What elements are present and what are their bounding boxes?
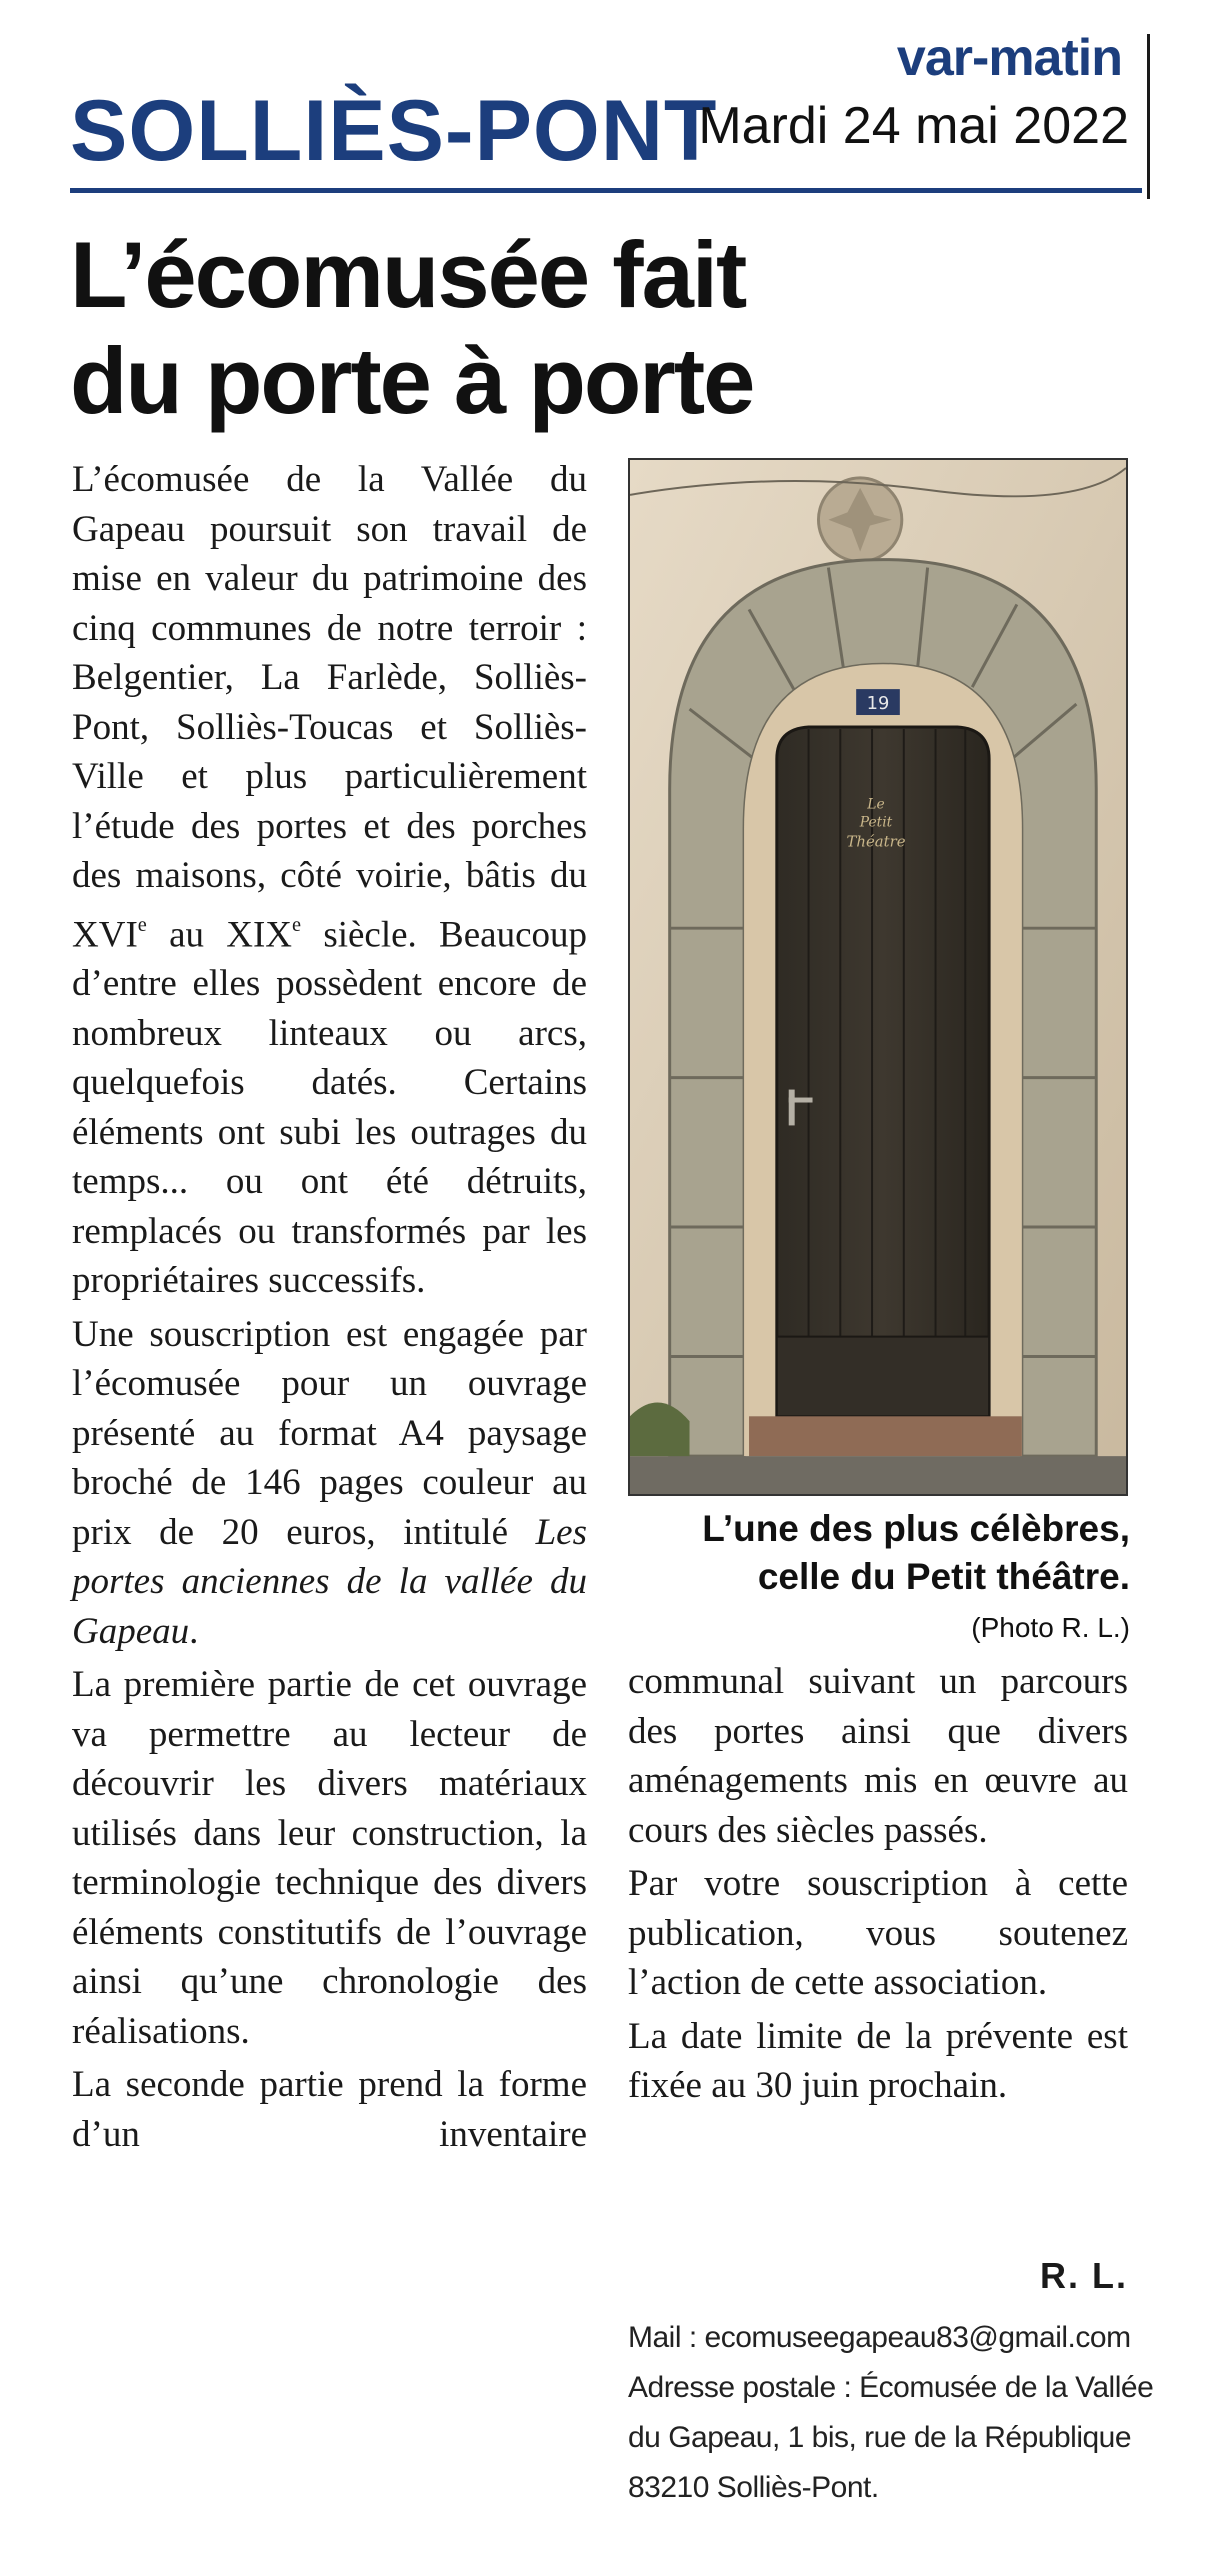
contact-mail: Mail : ecomuseegapeau83@gmail.com bbox=[628, 2321, 1131, 2354]
headline-line-1: L’écomusée fait bbox=[70, 222, 746, 327]
author-signature: R. L. bbox=[1040, 2255, 1128, 2296]
newspaper-brand: var-matin bbox=[896, 29, 1122, 87]
article-photo-door bbox=[628, 458, 1128, 1496]
article-column-right bbox=[628, 1657, 1128, 2111]
paragraph-first-part: La première partie de cet ouvrage va permettre au lecteur de découvrir les divers matériaux utilisés dans leur construction, la terminologie technique des divers éléments constitutifs de l’ouvrage ainsi qu’une chronologie des réalisations. bbox=[72, 1664, 587, 2052]
paragraph-inventory: communal suivant un parcours des portes ainsi que divers aménagements mis en œuvre au cours des siècles passés. bbox=[628, 1661, 1128, 1851]
publication-date: Mardi 24 mai 2022 bbox=[698, 97, 1129, 155]
paragraph-second-part: La seconde partie prend la forme d’un inventaire bbox=[72, 2064, 587, 2155]
contact-address-1: Adresse postale : Écomusée de la Vallée bbox=[628, 2371, 1154, 2404]
section-town-title: SOLLIÈS-PONT bbox=[70, 83, 718, 179]
article-headline bbox=[70, 222, 970, 434]
contact-info bbox=[628, 2313, 1154, 2513]
contact-address-3: 83210 Solliès-Pont. bbox=[628, 2471, 879, 2504]
headline-line-2: du porte à porte bbox=[70, 328, 754, 433]
paragraph-support: Par votre souscription à cette publication, vous soutenez l’action de cette association. bbox=[628, 1863, 1128, 2003]
paragraph-intro: L’écomusée de la Vallée du Gapeau poursuit son travail de mise en valeur du patrimoine des cinq communes de notre terroir : Belgentier, La Farlède, Solliès-Pont, Solliès-Toucas et Solliès-Ville et plus particulièrement l’étude des portes et des porches des maisons, côté voirie, bâtis du XVIe au XIXe siècle. Beaucoup d’entre elles possèdent encore de nombreux linteaux ou arcs, quelquefois datés. Certains éléments ont subi les outrages du temps... ou ont été détruits, remplacés ou transformés par les propriétaires successifs. bbox=[72, 459, 587, 1302]
door-sign-line-1: Le bbox=[867, 796, 885, 813]
door-sign-line-3: Théatre bbox=[846, 832, 906, 851]
door-sign-line-2: Petit bbox=[859, 814, 893, 831]
paragraph-deadline: La date limite de la prévente est fixée au 30 juin prochain. bbox=[628, 2015, 1128, 2106]
photo-caption: L’une des plus célèbres, celle du Petit théâtre. bbox=[702, 1508, 1130, 1597]
door-handle bbox=[789, 1090, 795, 1126]
house-number: 19 bbox=[866, 693, 890, 715]
paragraph-subscription: Une souscription est engagée par l’écomusée pour un ouvrage présenté au format A4 paysage broché de 146 pages couleur au prix de 20 euros, intitulé Les portes anciennes de la vallée du Gapeau. bbox=[72, 1313, 587, 1652]
contact-address-2: du Gapeau, 1 bis, rue de la République bbox=[628, 2421, 1132, 2454]
masthead-vertical-rule bbox=[1147, 34, 1150, 199]
photo-credit: (Photo R. L.) bbox=[971, 1612, 1130, 1643]
article-column-left bbox=[72, 455, 587, 2159]
masthead-divider bbox=[70, 188, 1142, 193]
book-title: Les portes anciennes de la vallée du Gapeau bbox=[72, 1511, 587, 1652]
